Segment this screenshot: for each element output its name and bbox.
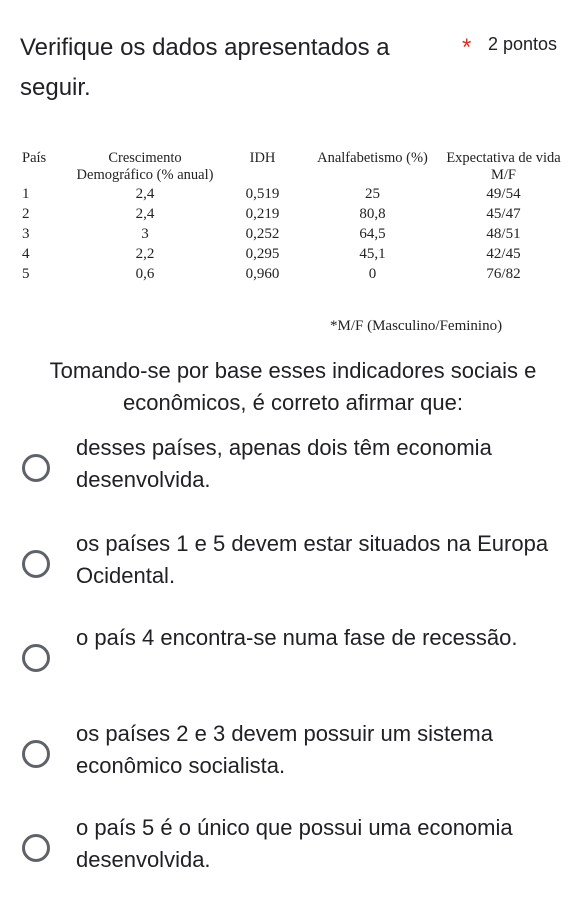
cell-crescimento: 2,4 [135, 186, 155, 202]
question-header [20, 28, 570, 108]
cell-analfabetismo: 25 [365, 186, 380, 202]
option-label[interactable]: o país 4 encontra-se numa fase de recessão. [76, 625, 518, 650]
header-crescimento: Crescimento Demográfico (% anual) [76, 150, 214, 183]
radio-button[interactable] [22, 550, 50, 578]
cell-idh: 0,219 [245, 206, 280, 222]
option-3[interactable] [0, 620, 586, 700]
cell-idh: 0,295 [245, 246, 280, 262]
header-idh: IDH [249, 150, 276, 166]
radio-button[interactable] [22, 740, 50, 768]
option-label[interactable]: os países 2 e 3 devem possuir um sistema econômico socialista. [76, 721, 493, 778]
cell-pais: 5 [22, 266, 30, 282]
cell-idh: 0,519 [245, 186, 280, 202]
table-header-row [22, 150, 567, 184]
header-analfabetismo: Analfabetismo (%) [317, 150, 428, 166]
cell-expectativa: 49/54 [486, 186, 521, 202]
table-row [22, 184, 567, 204]
cell-idh: 0,960 [245, 266, 280, 282]
option-label[interactable]: os países 1 e 5 devem estar situados na Europa Ocidental. [76, 531, 549, 588]
cell-analfabetismo: 64,5 [359, 226, 386, 242]
question-prompt: Tomando-se por base esses indicadores sociais e econômicos, é correto afirmar que: [49, 358, 537, 415]
question-title: Verifique os dados apresentados a seguir. [20, 34, 390, 101]
cell-crescimento: 2,2 [135, 246, 155, 262]
table-row [22, 264, 567, 284]
header-expectativa: Expectativa de vida M/F [446, 150, 561, 183]
header-pais: País [22, 150, 47, 166]
cell-expectativa: 45/47 [486, 206, 521, 222]
radio-button[interactable] [22, 644, 50, 672]
cell-crescimento: 0,6 [135, 266, 155, 282]
cell-pais: 3 [22, 226, 30, 242]
table-row [22, 244, 567, 264]
table-row [22, 204, 567, 224]
radio-button[interactable] [22, 834, 50, 862]
table-row [22, 224, 567, 244]
cell-pais: 2 [22, 206, 30, 222]
cell-crescimento: 3 [141, 226, 149, 242]
cell-pais: 4 [22, 246, 30, 262]
data-table-image [22, 150, 567, 284]
cell-crescimento: 2,4 [135, 206, 155, 222]
cell-analfabetismo: 80,8 [359, 206, 386, 222]
option-label[interactable]: o país 5 é o único que possui uma economia desenvolvida. [76, 815, 513, 872]
option-5[interactable] [0, 810, 586, 890]
cell-expectativa: 42/45 [486, 246, 521, 262]
option-2[interactable] [0, 526, 586, 606]
cell-analfabetismo: 0 [368, 266, 377, 282]
required-mark: * [462, 34, 472, 61]
cell-analfabetismo: 45,1 [359, 246, 386, 262]
cell-expectativa: 48/51 [486, 226, 521, 242]
option-1[interactable] [0, 430, 586, 510]
table-note: *M/F (Masculino/Feminino) [330, 318, 503, 334]
option-label[interactable]: desses países, apenas dois têm economia desenvolvida. [76, 435, 492, 492]
cell-idh: 0,252 [245, 226, 280, 242]
points-label: 2 pontos [488, 34, 558, 54]
cell-pais: 1 [22, 186, 30, 202]
option-4[interactable] [0, 716, 586, 796]
radio-button[interactable] [22, 454, 50, 482]
indicators-table [22, 150, 567, 284]
cell-expectativa: 76/82 [486, 266, 521, 282]
